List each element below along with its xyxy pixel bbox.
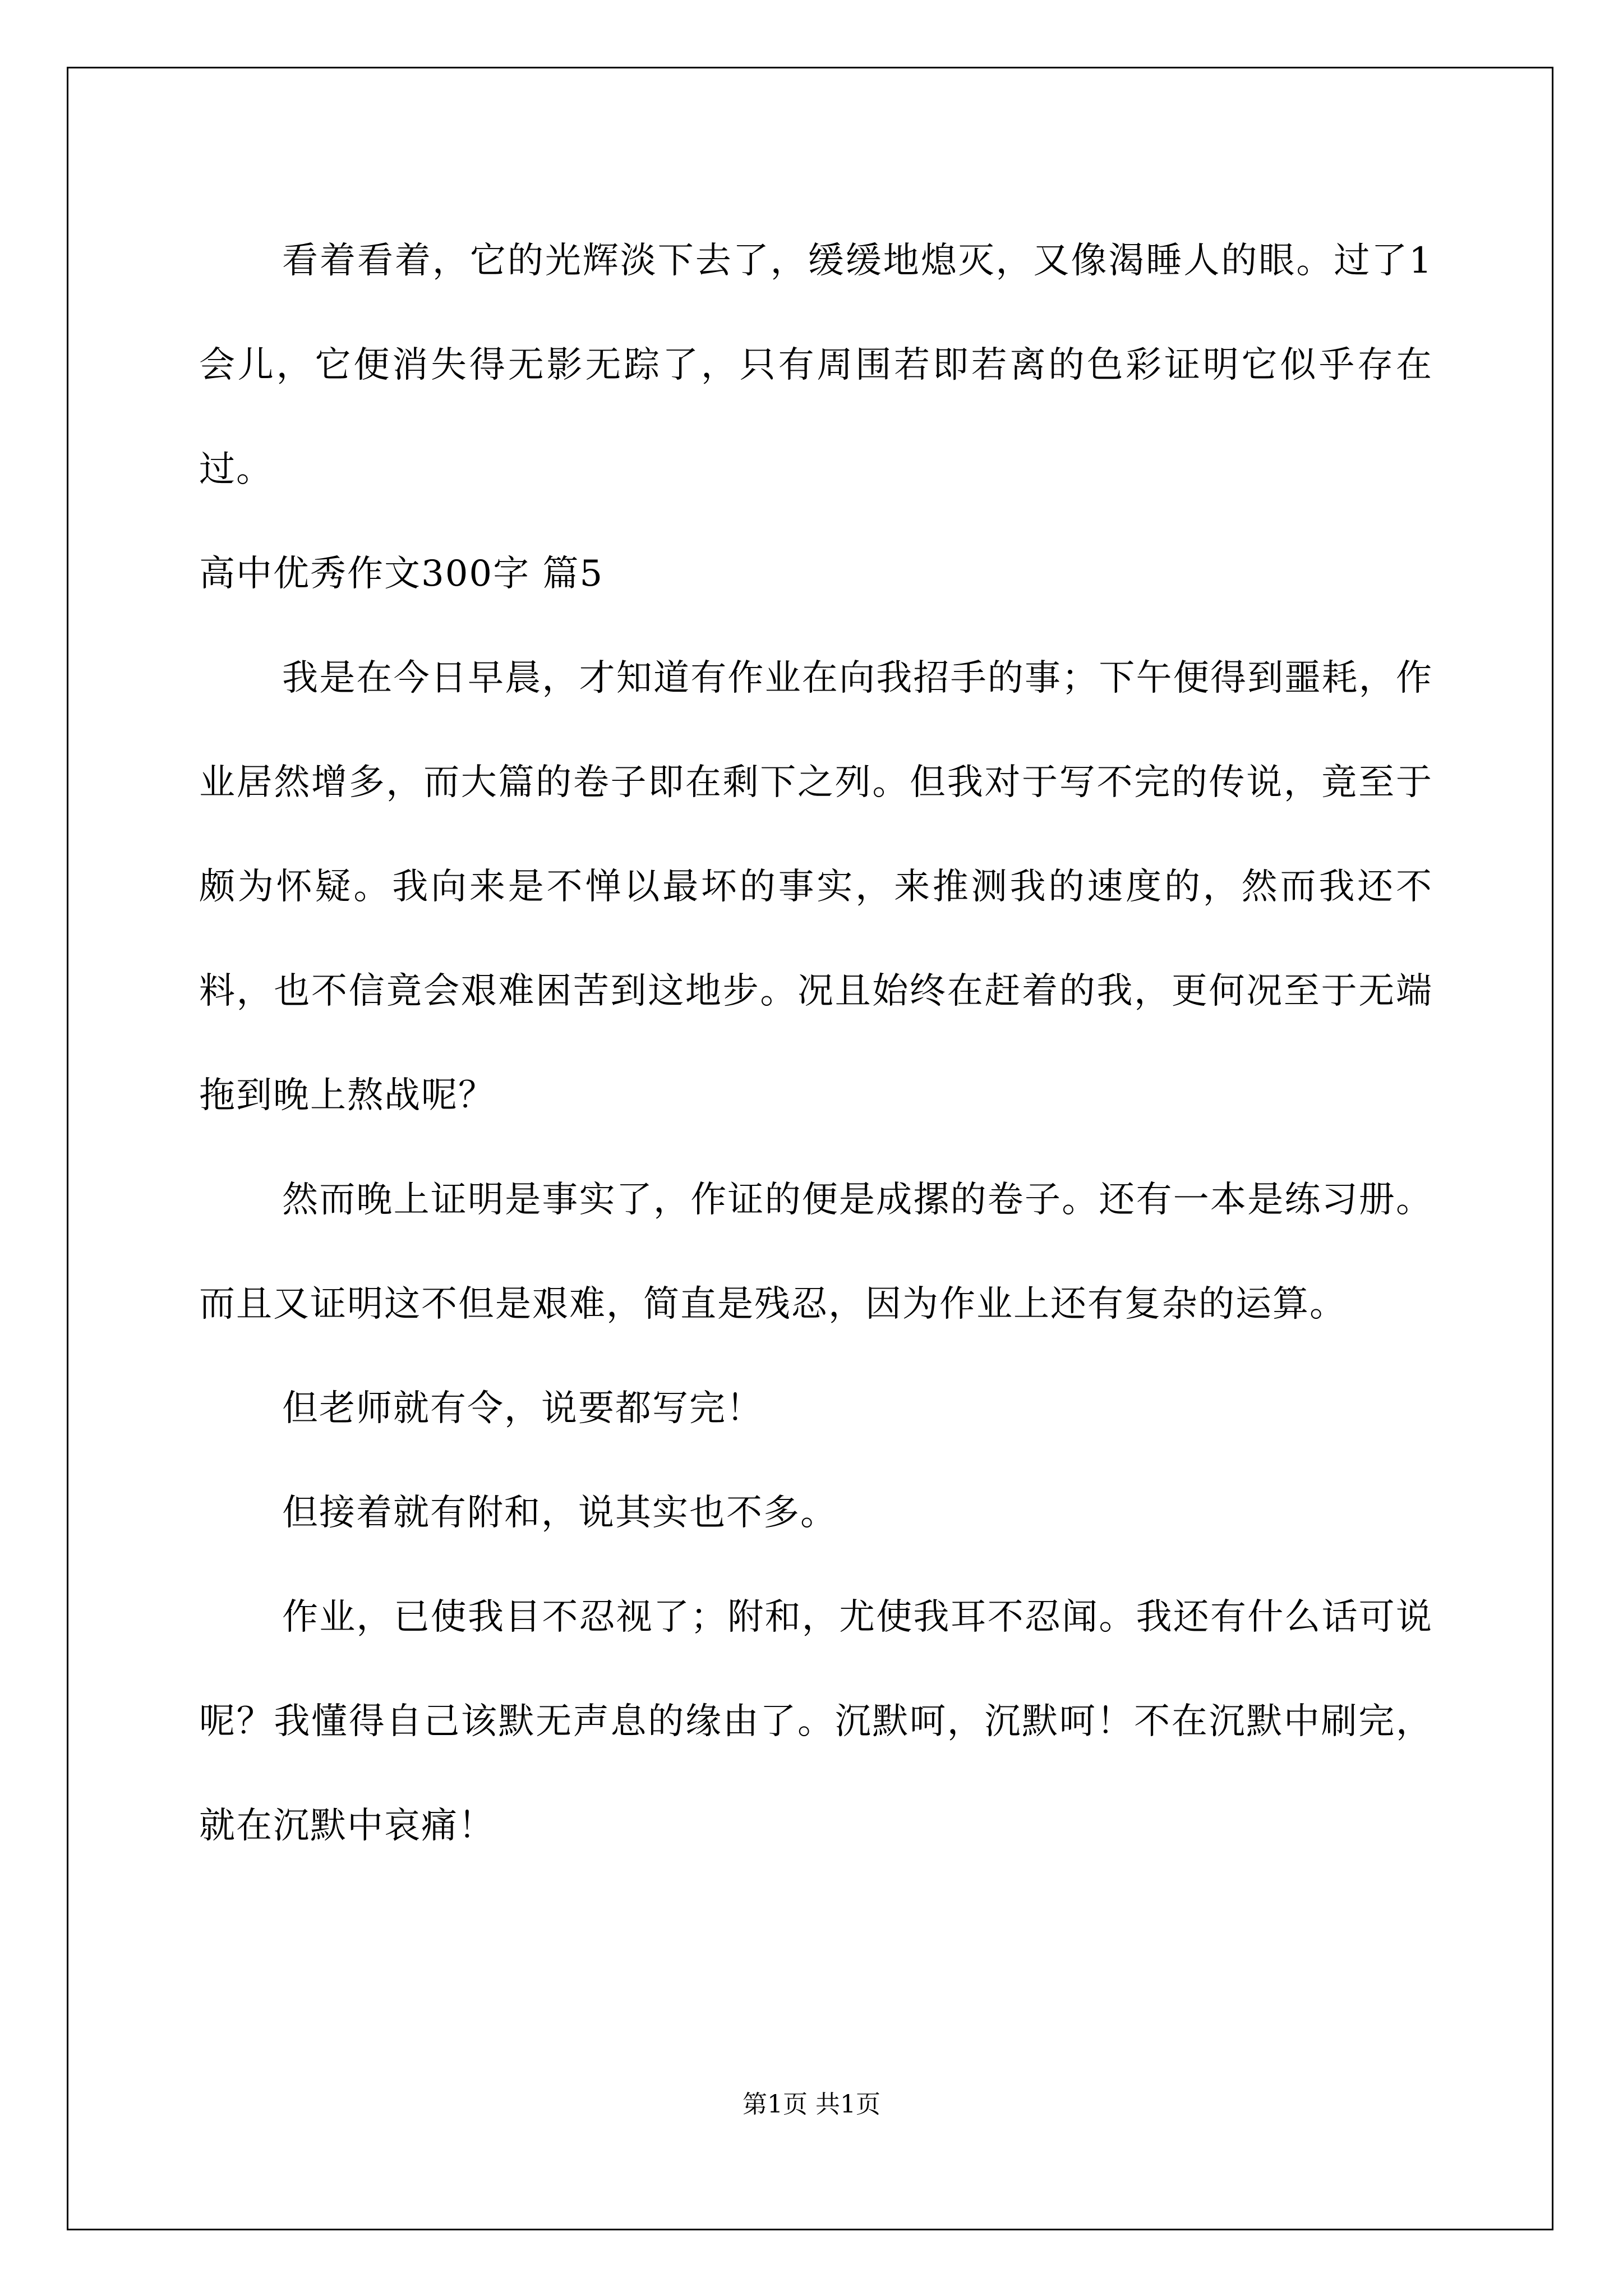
paragraph: 但接着就有附和，说其实也不多。 [282,1492,837,1534]
document-body [199,209,1433,1878]
paragraph: 然而晚上证明是事实了，作证的便是成摞的卷子。还有一本是练习册。而且又证明这不但是艰难，简直是残忍，因为作业上还有复杂的运算。 [199,1179,1433,1325]
paragraph: 我是在今日早晨，才知道有作业在向我招手的事；下午便得到噩耗，作业居然增多，而大篇的卷子即在剩下之列。但我对于写不完的传说，竟至于颇为怀疑。我向来是不惮以最坏的事实，来推测我的速度的，然而我还不料，也不信竟会艰难困苦到这地步。况且始终在赶着的我，更何况至于无端拖到晚上熬战呢？ [199,657,1433,1116]
paragraph: 但老师就有令，说要都写完！ [282,1388,763,1429]
section-heading: 高中优秀作文300字 篇5 [199,553,604,595]
paragraph: 作业，已使我目不忍视了；附和，尤使我耳不忍闻。我还有什么话可说呢？我懂得自己该默无声息的缘由了。沉默呵，沉默呵！不在沉默中刷完，就在沉默中哀痛！ [199,1596,1433,1847]
paragraph: 看着看着，它的光辉淡下去了，缓缓地熄灭，又像渴睡人的眼。过了1会儿，它便消失得无影无踪了，只有周围若即若离的色彩证明它似乎存在过。 [199,240,1433,490]
page-number-footer: 第1页 共1页 [743,2090,880,2119]
